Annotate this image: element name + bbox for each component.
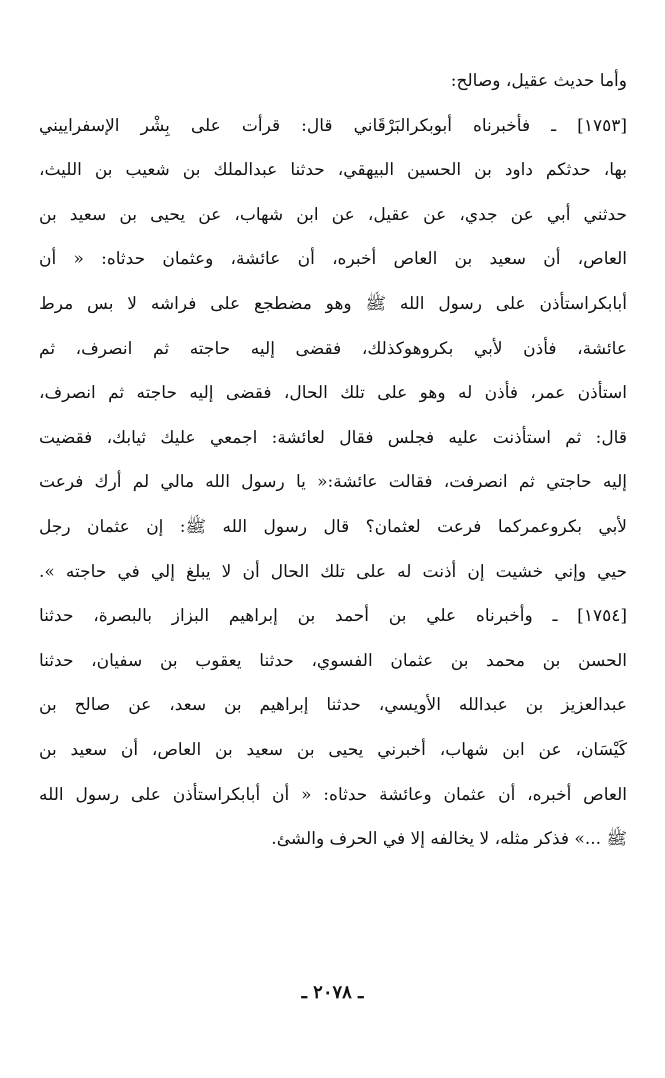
text-line: بها، حدثكم داود بن الحسين البيهقي، حدثنا عبدالملك بن شعيب بن الليث، xyxy=(39,160,627,181)
page-number: ـ ٢٠٧٨ ـ xyxy=(301,982,364,1003)
text-line: حدثني أبي عن جدي، عن عقيل، عن ابن شهاب، عن يحيى بن سعيد بن xyxy=(39,204,627,225)
text-line: عبدالعزيز بن عبدالله الأويسي، حدثنا إبراهيم بن سعد، عن صالح بن xyxy=(39,695,627,716)
text-line: ﷺ ...» فذكر مثله، لا يخالفه إلا في الحرف والشئ. xyxy=(271,829,627,850)
text-line: العاص، أن سعيد بن العاص أخبره، أن عائشة، وعثمان حدثاه: « أن xyxy=(39,249,627,270)
text-line: استأذن عمر، فأذن له وهو على تلك الحال، فقضى إليه حاجته ثم انصرف، xyxy=(39,383,627,404)
hadith-text-block xyxy=(39,59,627,862)
text-line: العاص أخبره، أن عثمان وعائشة حدثاه: « أن أبابكراستأذن على رسول الله xyxy=(39,784,627,805)
text-line: الحسن بن محمد بن عثمان الفسوي، حدثنا يعقوب بن سفيان، حدثنا xyxy=(39,650,627,671)
text-line: [١٧٥٣] ـ فأخبرناه أبوبكرالبَرْقَاني قال: قرأت على بِشْر الإسفراييني xyxy=(39,115,627,136)
text-line: إليه حاجتي ثم انصرفت، فقالت عائشة:« يا رسول الله مالي لم أرك فرعت xyxy=(39,472,627,493)
text-line: [١٧٥٤] ـ وأخبرناه علي بن أحمد بن إبراهيم البزاز بالبصرة، حدثنا xyxy=(39,606,627,627)
text-line: لأبي بكروعمركما فرعت لعثمان؟ قال رسول الله ﷺ: إن عثمان رجل xyxy=(39,516,627,537)
text-line: وأما حديث عقيل، وصالح: xyxy=(450,71,627,91)
text-line: أبابكراستأذن على رسول الله ﷺ وهو مضطجع على فراشه لا بس مرط xyxy=(39,293,627,314)
text-line: حيي وإني خشيت إن أذنت له على تلك الحال أن لا يبلغ إلي في حاجته ». xyxy=(39,561,627,582)
text-line: عائشة، فأذن لأبي بكروهوكذلك، فقضى إليه حاجته ثم انصرف، ثم xyxy=(39,338,627,359)
text-line: قال: ثم استأذنت عليه فجلس فقال لعائشة: اجمعي عليك ثيابك، فقضيت xyxy=(39,427,627,448)
text-line: كَيْسَان، عن ابن شهاب، أخبرني يحيى بن سعيد بن العاص، أن سعيد بن xyxy=(39,739,627,760)
